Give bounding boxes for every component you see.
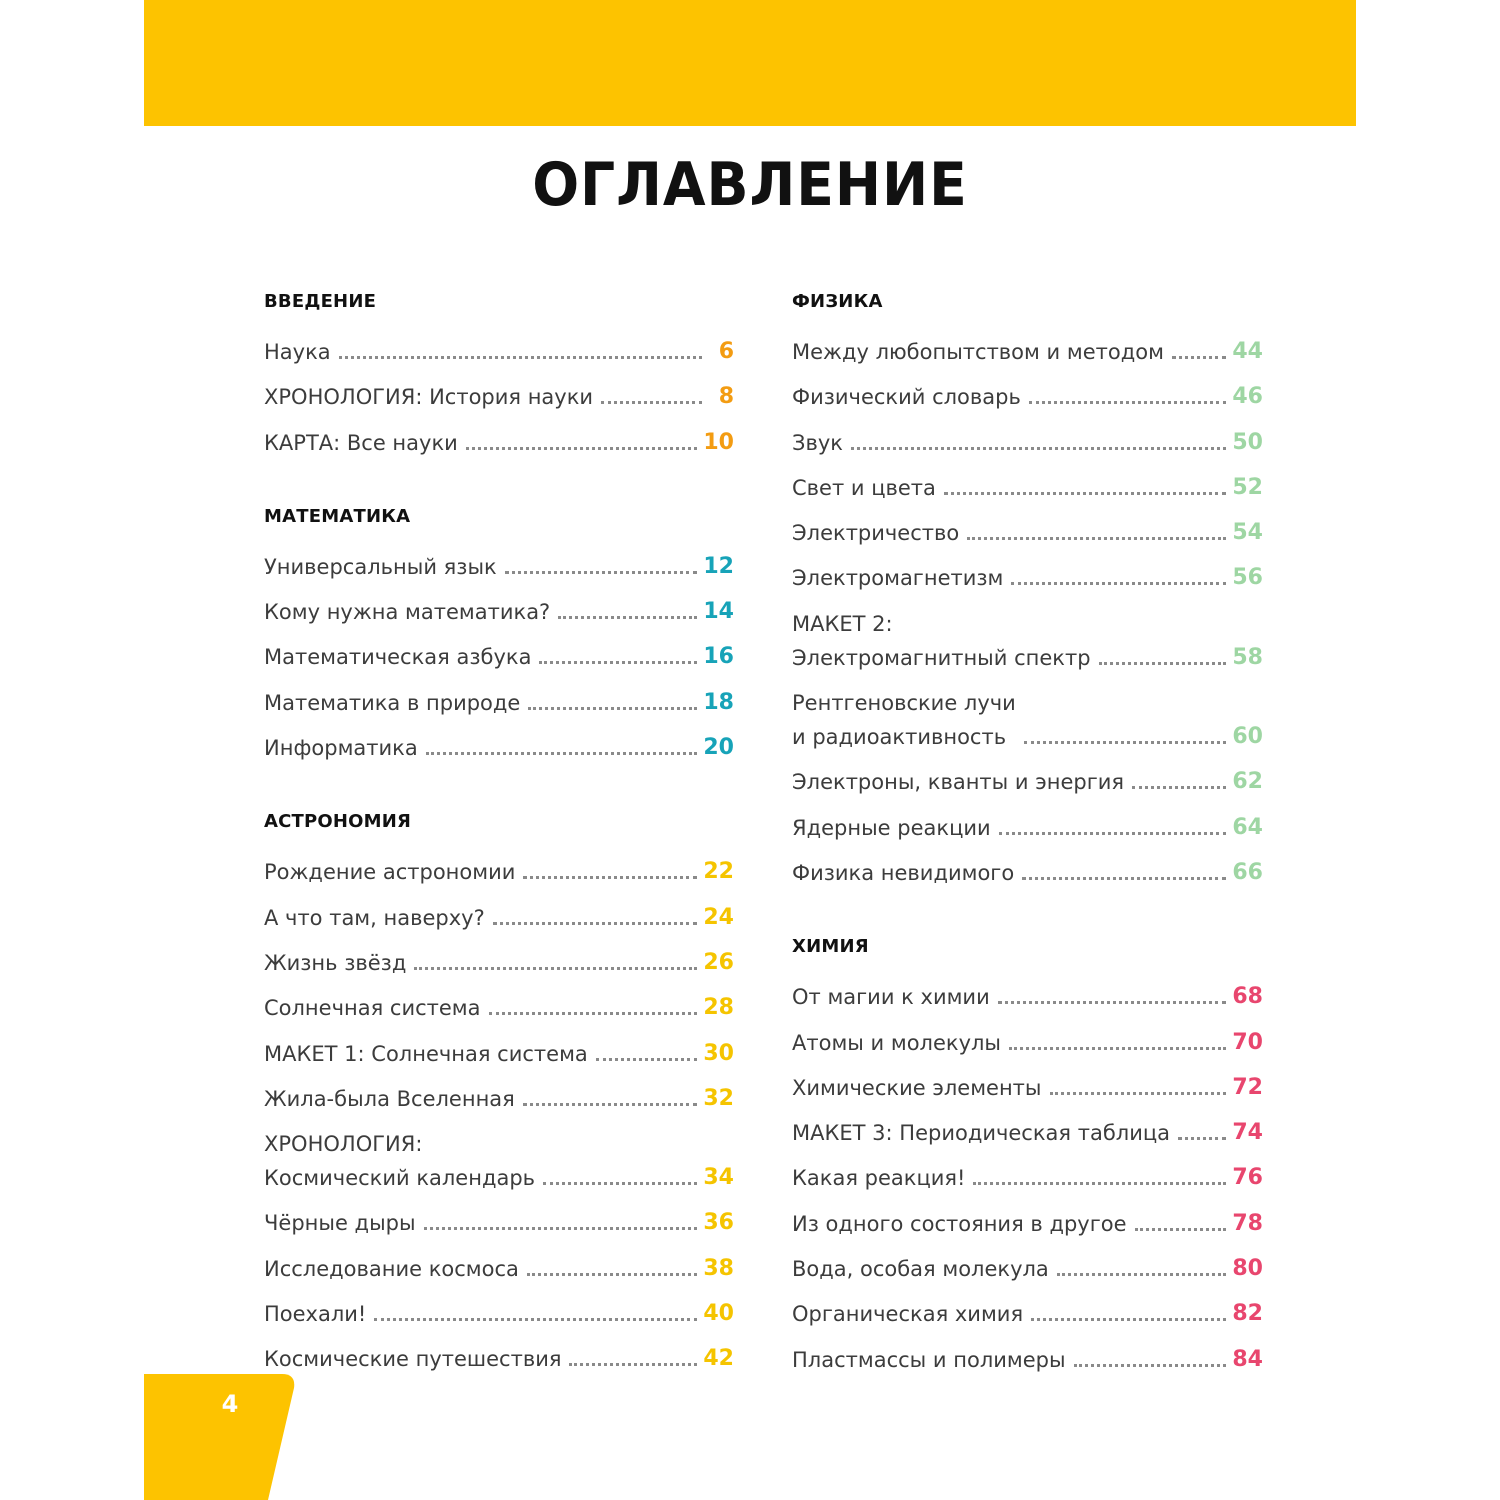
toc-entry[interactable] — [792, 335, 1263, 369]
section-title: ХИМИЯ — [792, 936, 869, 958]
entry-page-number: 40 — [703, 1301, 734, 1327]
toc-entry[interactable] — [792, 1252, 1263, 1286]
dot-leader — [489, 1012, 698, 1015]
dot-leader — [426, 752, 698, 755]
entry-page-number: 62 — [1232, 769, 1263, 795]
toc-column-left — [264, 284, 734, 1388]
toc-entry[interactable] — [792, 561, 1263, 595]
dot-leader — [973, 1182, 1226, 1185]
entry-page-number: 38 — [703, 1255, 734, 1281]
entry-title: Физика невидимого — [792, 860, 1015, 885]
entry-title: Рентгеновские лучи и радиоактивность — [792, 691, 1016, 750]
dot-leader — [374, 1318, 697, 1321]
entry-title: Атомы и молекулы — [792, 1030, 1002, 1055]
entry-title: Пластмассы и полимеры — [792, 1347, 1066, 1372]
entry-title: Из одного состояния в другое — [792, 1211, 1127, 1236]
toc-entry[interactable] — [264, 855, 734, 889]
toc-entry[interactable] — [792, 1207, 1263, 1241]
toc-entry[interactable] — [264, 1252, 734, 1286]
entry-page-number: 30 — [703, 1040, 734, 1066]
entry-page-number: 66 — [1232, 859, 1263, 885]
entry-page-number: 80 — [1232, 1256, 1263, 1282]
toc-section-химия — [792, 929, 1263, 1376]
dot-leader — [596, 1058, 698, 1061]
section-title-spacer — [792, 965, 1263, 980]
entry-page-number: 82 — [1232, 1301, 1263, 1327]
entry-title: Математика в природе — [264, 690, 521, 715]
dot-leader — [1022, 877, 1226, 880]
dot-leader — [1057, 1273, 1227, 1276]
toc-entry[interactable] — [264, 991, 734, 1025]
toc-entry[interactable] — [792, 516, 1263, 550]
entry-title: МАКЕТ 3: Периодическая таблица — [792, 1121, 1170, 1146]
toc-section-астрономия — [264, 804, 734, 1376]
toc-entry[interactable] — [264, 1297, 734, 1331]
entry-title: Поехали! — [264, 1302, 367, 1327]
page-number: 4 — [221, 1390, 239, 1418]
dot-leader — [1029, 401, 1227, 404]
entry-title: Химические элементы — [792, 1075, 1042, 1100]
toc-entry[interactable] — [264, 380, 734, 414]
dot-leader — [569, 1363, 697, 1366]
entry-page-number: 16 — [703, 644, 734, 670]
section-title-spacer — [264, 840, 734, 855]
entry-page-number: 76 — [1232, 1165, 1263, 1191]
entry-title: МАКЕТ 2: Электромагнитный спектр — [792, 611, 1091, 670]
entry-page-number: 32 — [703, 1085, 734, 1111]
entry-page-number: 20 — [703, 735, 734, 761]
dot-leader — [543, 1182, 697, 1185]
dot-leader — [1172, 356, 1226, 359]
section-spacer — [264, 471, 734, 499]
toc-entry[interactable] — [264, 335, 734, 369]
entry-page-number: 14 — [703, 599, 734, 625]
entry-title: Чёрные дыры — [264, 1211, 416, 1236]
entry-page-number: 58 — [1232, 644, 1263, 670]
toc-entry[interactable] — [792, 1071, 1263, 1105]
entry-page-number: 24 — [703, 904, 734, 930]
toc-section-физика — [792, 284, 1263, 890]
toc-entry[interactable] — [792, 811, 1263, 845]
entry-title: Звук — [792, 430, 843, 455]
dot-leader — [1132, 786, 1226, 789]
entry-page-number: 28 — [703, 995, 734, 1021]
dot-leader — [339, 356, 702, 359]
header-band — [144, 0, 1356, 126]
entry-page-number: 60 — [1232, 724, 1263, 750]
toc-entry[interactable] — [792, 1116, 1263, 1150]
toc-section-введение — [264, 284, 734, 460]
entry-page-number: 42 — [703, 1346, 734, 1372]
dot-leader — [558, 616, 697, 619]
entry-page-number: 22 — [703, 859, 734, 885]
entry-title: Вода, особая молекула — [792, 1257, 1049, 1282]
entry-page-number: 46 — [1232, 384, 1263, 410]
toc-entry[interactable] — [264, 946, 734, 980]
section-spacer — [792, 901, 1263, 929]
entry-title: Солнечная система — [264, 996, 481, 1021]
entry-title: Исследование космоса — [264, 1256, 519, 1281]
toc-entry[interactable] — [264, 1206, 734, 1240]
entry-title: От магии к химии — [792, 985, 990, 1010]
entry-page-number: 10 — [703, 429, 734, 455]
dot-leader — [539, 661, 697, 664]
entry-page-number: 12 — [703, 553, 734, 579]
entry-title: Космические путешествия — [264, 1347, 562, 1372]
dot-leader — [999, 832, 1227, 835]
entry-page-number: 44 — [1232, 339, 1263, 364]
toc-entry[interactable] — [264, 426, 734, 460]
toc-entry[interactable] — [792, 980, 1263, 1014]
toc-entry[interactable] — [264, 686, 734, 720]
dot-leader — [424, 1227, 698, 1230]
dot-leader — [1178, 1137, 1226, 1140]
toc-section-математика — [264, 499, 734, 765]
entry-title: Жила-была Вселенная — [264, 1086, 515, 1111]
entry-title: Органическая химия — [792, 1302, 1024, 1327]
toc-column-right — [792, 284, 1263, 1388]
toc-entry[interactable] — [792, 1297, 1263, 1331]
entry-title: ХРОНОЛОГИЯ: История науки — [264, 385, 594, 410]
entry-page-number: 56 — [1232, 565, 1263, 591]
entry-title: Электромагнетизм — [792, 566, 1004, 591]
entry-page-number: 6 — [718, 339, 734, 364]
toc-entry[interactable] — [792, 1343, 1263, 1377]
toc-entry[interactable] — [264, 731, 734, 765]
dot-leader — [851, 447, 1226, 450]
dot-leader — [1024, 741, 1227, 744]
toc-entry[interactable] — [264, 1127, 734, 1195]
entry-title: Электроны, кванты и энергия — [792, 770, 1125, 795]
section-title: ВВЕДЕНИЕ — [264, 291, 377, 312]
page-title: ОГЛАВЛЕНИЕ — [532, 150, 968, 220]
dot-leader — [1009, 1047, 1226, 1050]
entry-title: Какая реакция! — [792, 1166, 966, 1191]
dot-leader — [1011, 582, 1226, 585]
toc-entry[interactable] — [264, 550, 734, 584]
entry-page-number: 26 — [703, 949, 734, 975]
entry-title: Свет и цвета — [792, 475, 936, 500]
section-title-spacer — [792, 320, 1263, 335]
entry-title: КАРТА: Все науки — [264, 430, 458, 455]
toc-entry[interactable] — [264, 1037, 734, 1071]
toc-entry[interactable] — [792, 471, 1263, 505]
dot-leader — [527, 1273, 697, 1276]
entry-title: МАКЕТ 1: Солнечная система — [264, 1041, 588, 1066]
dot-leader — [1050, 1092, 1227, 1095]
dot-leader — [944, 492, 1226, 495]
dot-leader — [466, 447, 698, 450]
entry-page-number: 78 — [1232, 1210, 1263, 1236]
entry-title: Электричество — [792, 521, 960, 546]
dot-leader — [528, 707, 697, 710]
toc-entry[interactable] — [792, 856, 1263, 890]
dot-leader — [998, 1001, 1227, 1004]
toc-entry[interactable] — [264, 1342, 734, 1376]
dot-leader — [414, 967, 697, 970]
entry-title: Наука — [264, 340, 331, 364]
entry-page-number: 74 — [1232, 1120, 1263, 1146]
dot-leader — [523, 876, 697, 879]
entry-title: Математическая азбука — [264, 645, 532, 670]
dot-leader — [967, 537, 1226, 540]
section-title: МАТЕМАТИКА — [264, 505, 411, 527]
entry-page-number: 68 — [1232, 984, 1263, 1010]
dot-leader — [523, 1103, 698, 1106]
dot-leader — [1074, 1364, 1227, 1367]
entry-title: ХРОНОЛОГИЯ: Космический календарь — [264, 1132, 536, 1191]
toc-entry[interactable] — [792, 765, 1263, 799]
entry-page-number: 8 — [718, 384, 734, 410]
entry-title: Жизнь звёзд — [264, 950, 407, 975]
entry-page-number: 50 — [1232, 429, 1263, 455]
toc-entry[interactable] — [792, 426, 1263, 460]
toc-entry[interactable] — [792, 1161, 1263, 1195]
dot-leader — [1099, 662, 1227, 665]
dot-leader — [1031, 1318, 1226, 1321]
entry-page-number: 70 — [1232, 1029, 1263, 1055]
entry-title: Универсальный язык — [264, 554, 497, 579]
entry-title: Кому нужна математика? — [264, 600, 551, 625]
toc-entry[interactable] — [264, 640, 734, 674]
section-title: АСТРОНОМИЯ — [264, 811, 412, 833]
entry-page-number: 54 — [1232, 520, 1263, 546]
dot-leader — [1135, 1228, 1227, 1231]
entry-title: Ядерные реакции — [792, 815, 991, 840]
toc-entry[interactable] — [792, 607, 1263, 675]
toc-entry[interactable] — [792, 686, 1263, 754]
dot-leader — [505, 571, 698, 574]
section-spacer — [264, 776, 734, 804]
section-title-spacer — [264, 320, 734, 335]
toc-entry[interactable] — [264, 901, 734, 935]
toc-entry[interactable] — [792, 380, 1263, 414]
dot-leader — [601, 401, 702, 404]
dot-leader — [493, 922, 698, 925]
entry-title: Между любопытством и методом — [792, 340, 1164, 364]
entry-page-number: 52 — [1232, 474, 1263, 500]
entry-title: Физический словарь — [792, 385, 1021, 410]
toc-entry[interactable] — [792, 1026, 1263, 1060]
entry-page-number: 34 — [703, 1165, 734, 1191]
entry-page-number: 64 — [1232, 814, 1263, 840]
entry-page-number: 72 — [1232, 1074, 1263, 1100]
section-title: ФИЗИКА — [792, 291, 883, 312]
entry-page-number: 84 — [1232, 1346, 1263, 1372]
section-title-spacer — [264, 535, 734, 550]
entry-title: Информатика — [264, 736, 418, 761]
entry-page-number: 18 — [703, 689, 734, 715]
entry-page-number: 36 — [703, 1210, 734, 1236]
toc-entry[interactable] — [264, 595, 734, 629]
entry-title: Рождение астрономии — [264, 860, 516, 885]
toc-entry[interactable] — [264, 1082, 734, 1116]
entry-title: А что там, наверху? — [264, 905, 485, 930]
